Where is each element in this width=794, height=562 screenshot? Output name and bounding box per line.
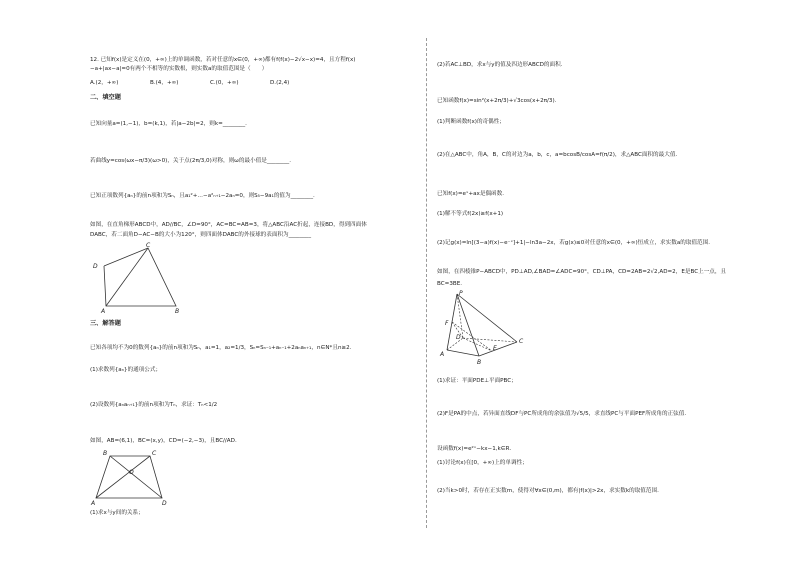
solve-question-3: 已知函数f(x)=sin²(x+2π/3)+√3cos(x+2π/3). [437, 98, 557, 104]
trap2-label-b: B [103, 450, 108, 457]
solve-question-1-part1: (1)求数列{aₙ}的通项公式； [90, 367, 162, 373]
column-divider [426, 38, 427, 528]
solve-question-2: 如图，AB=(6,1)，BC=(x,y)，CD=(−2,−3)，且BC//AD. [90, 438, 237, 444]
trap2-label-a: A [91, 500, 96, 507]
q12-option-a: A.(2，+∞) [90, 80, 119, 86]
pyramid-label-a: A [440, 351, 445, 358]
trap2-label-o: O [129, 469, 134, 476]
pyramid-label-p: P [459, 290, 463, 297]
pyramid-label-c: C [519, 338, 524, 345]
trap2-label-c: C [152, 450, 157, 457]
solve-question-4-part1: (1)解不等式f(2x)≥f(x+1) [437, 211, 504, 217]
trap1-label-b: B [175, 308, 180, 315]
q12-line2: −a+|ax−a|=0有两个不相等的实数根，则实数a的取值范围是（ ） [90, 66, 268, 72]
solve-question-1: 已知各项均不为0的数列{aₙ}的前n项和为Sₙ，a₁=1，a₂=1/3，Sₙ=Sₙ₋₁+aₙ₋₁+2aₙaₙ₊₁，n∈N*且n≥2. [90, 345, 352, 351]
solve-question-4: 已知f(x)=eˣ+ax是偶函数. [437, 191, 505, 197]
trap1-label-a: A [101, 308, 106, 315]
section-solve-title: 三、解答题 [90, 320, 121, 327]
pyramid-label-d: D [456, 334, 461, 341]
q12-option-d: D.(2,4) [270, 80, 290, 86]
solve-question-4-part2: (2)记g(x)=ln[(3−a)f(x)−e⁻ˣ]+1|−ln3a−2x，若g(x)≤0对任意的x∈(0，+∞)恒成立，求实数a的取值范围. [437, 240, 711, 246]
solve-question-1-part2: (2)设数列{aₙaₙ₊₁}的前n项和为Tₙ，求证：Tₙ<1/2 [90, 402, 218, 408]
quadrilateral-figure [90, 448, 170, 508]
pyramid-figure [437, 290, 527, 366]
trap2-label-d: D [162, 500, 167, 507]
fill-question-1: 已知向量a=(1,−1)，b=(k,1)，若|a−2b|=2，则k=________. [90, 121, 247, 127]
solve-question-6-part1: (1)讨论f(x)在[0，+∞)上的单调性； [437, 460, 528, 466]
solve-question-5-line1: 如图，在四棱锥P−ABCD中，PD⊥AD,∠BAD=∠ADC=90°，CD⊥PA，CD=2AB=2√2,AD=2，E是BC上一点，且 [437, 269, 727, 275]
q12-option-b: B.(4，+∞) [150, 80, 179, 86]
q12-option-c: C.(0，+∞) [210, 80, 239, 86]
solve-question-5-part2: (2)F是PA的中点，若异面直线DF与PC所成角的余弦值为√5/5，求直线PC与平面PEF所成角的正弦值. [437, 411, 687, 417]
solve-question-2-part1: (1)求x与y间的关系； [90, 510, 144, 516]
solve-question-5-line2: BC=3BE. [437, 281, 463, 287]
pyramid-label-e: E [493, 345, 497, 352]
solve-question-6-part2: (2)当k>0时，若存在正实数m，使得对∀x∈(0,m)，都有|f(x)|>2x，求实数k的取值范围. [437, 488, 659, 494]
trapezoid-figure [90, 242, 190, 314]
pyramid-label-f: F [445, 320, 449, 327]
q12-line1: 12. 已知f(x)是定义在(0，+∞)上的单调函数，若对任意的x∈(0，+∞)都有f(f(x)−2√x−x)=4，且方程f(x) [90, 57, 356, 63]
fill-question-4-line2: DABC，若二面角D−AC−B的大小为120°，则四面体DABC的外接球的表面积为________ [90, 232, 312, 238]
solve-question-3-part1: (1)判断函数f(x)的奇偶性； [437, 119, 505, 125]
solve-question-2-part2: (2)若AC⊥BD，求x与y的值及四边形ABCD的面积. [437, 62, 563, 68]
section-fill-in-title: 二、填空题 [90, 94, 121, 101]
fill-question-4-line1: 如图，在直角梯形ABCD中，AD//BC，∠D=90°，AC=BC=AB=3，将△ABC沿AC折起，连接BD，得到四面体 [90, 222, 367, 228]
fill-question-2: 若曲线y=cos(ωx−π/3)(ω>0)，关于点(2π/3,0)对称，则ω的最小值是________. [90, 158, 291, 164]
solve-question-3-part2: (2)在△ABC中，角A，B，C的对边为a，b，c，a=bcosB/cosA=f(π/2)，求△ABC面积的最大值. [437, 152, 678, 158]
trap1-label-d: D [93, 263, 98, 270]
solve-question-5-part1: (1)求证：平面PDE⊥平面PBC； [437, 378, 517, 384]
solve-question-6: 设函数f(x)=e²ˣ−kx−1,k∈R. [437, 446, 512, 452]
pyramid-label-b: B [477, 359, 482, 366]
trap1-label-c: C [146, 242, 151, 249]
fill-question-3: 已知正项数列{aₙ}的前n项和为Sₙ，且a₁²+…−a²ₙ₊₁−2aₙ=0，则S₅−9a₁的值为________. [90, 193, 315, 199]
